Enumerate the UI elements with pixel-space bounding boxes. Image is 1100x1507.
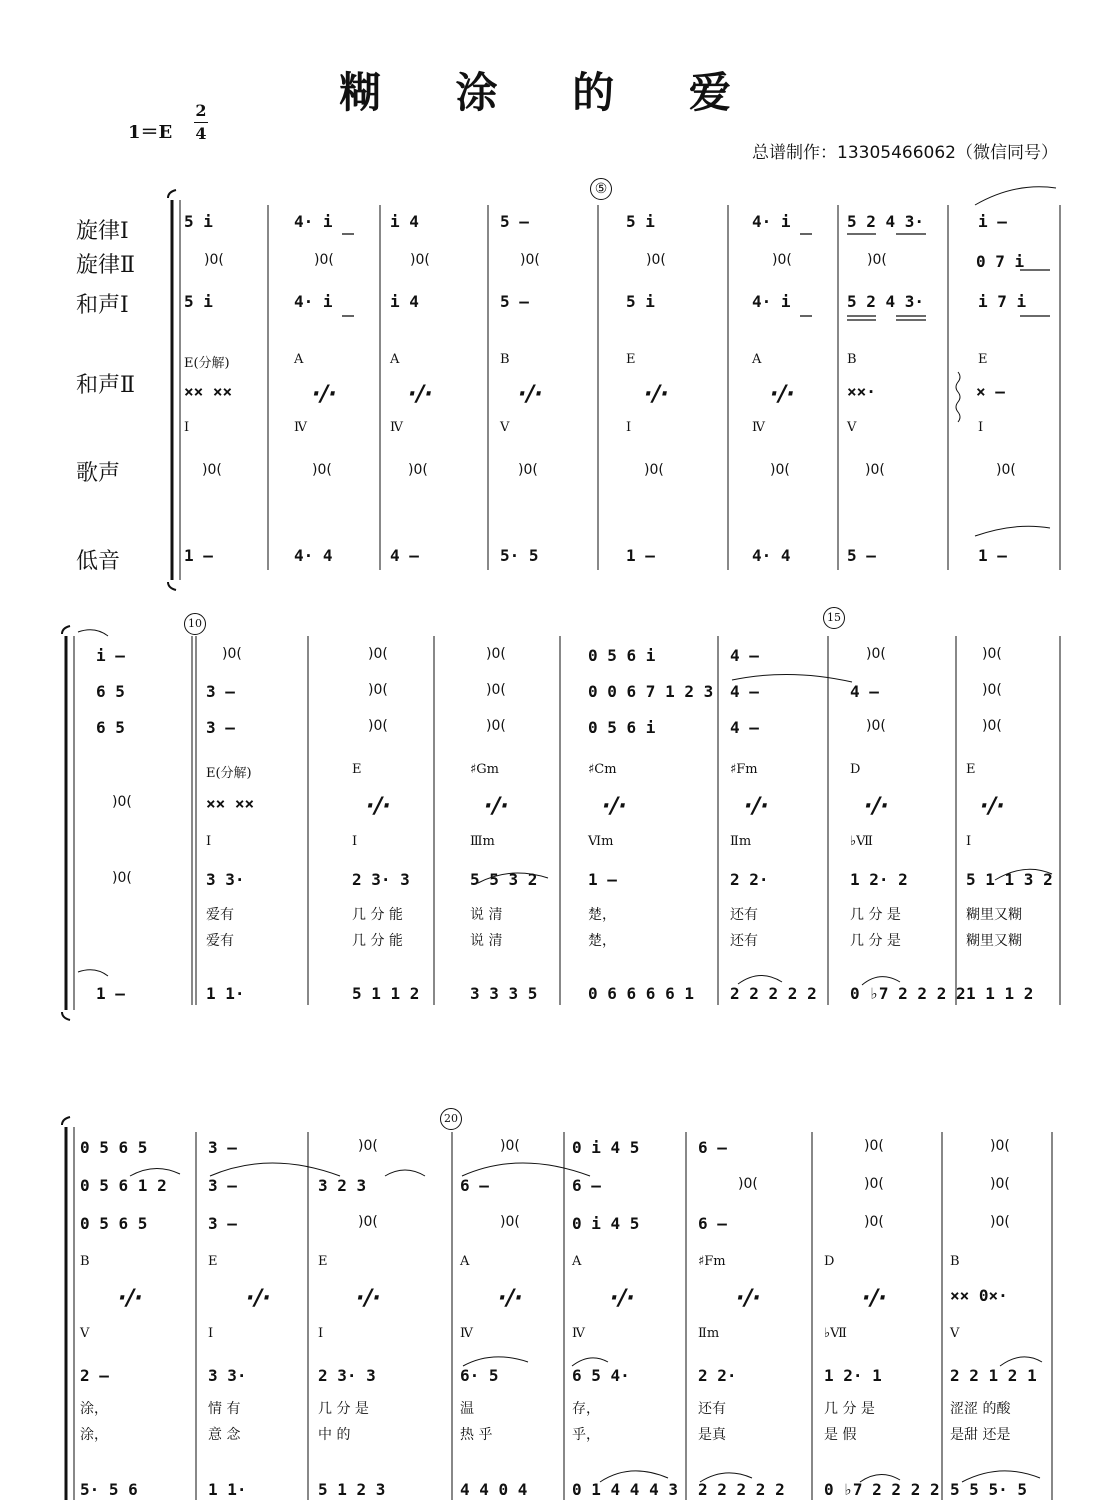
chord-symbol: ♯Gm <box>470 762 500 777</box>
simile-mark: ·/· <box>484 794 509 819</box>
harmony2-pattern: ×× ×× <box>184 382 233 401</box>
roman-numeral: Ⅴ <box>847 420 857 435</box>
melody1-note: 5 2 4 3· <box>847 212 925 231</box>
lyric-verse1: 爱有 <box>206 907 234 923</box>
melody1-note: 4· i <box>752 212 791 231</box>
chord-symbol: D <box>824 1254 835 1269</box>
simile-mark: ·/· <box>246 1286 271 1311</box>
melody1-note: i 4 <box>390 212 419 231</box>
melody1-rest: )0( <box>866 646 886 662</box>
roman-numeral: Ⅰ <box>352 834 358 849</box>
melody1-rest: )0( <box>990 1138 1010 1154</box>
simile-mark: ·/· <box>644 382 669 407</box>
lyric-verse2: 还有 <box>730 933 758 949</box>
simile-mark: ·/· <box>610 1286 635 1311</box>
melody1-note: 3 – <box>208 1138 237 1157</box>
roman-numeral: Ⅱm <box>730 834 752 849</box>
simile-mark: ·/· <box>498 1286 523 1311</box>
lyric-verse2: 乎， <box>572 1427 600 1443</box>
melody1-rest: )0( <box>486 646 506 662</box>
voice-note: 1 2· 2 <box>850 870 908 889</box>
bass-note: 3 3 3 5 <box>470 984 538 1003</box>
harmony1-note: i 7 i <box>978 292 1027 311</box>
harmony1-note: 5 2 4 3· <box>847 292 925 311</box>
bass-note: 0 1 4 4 4 3 <box>572 1480 678 1499</box>
chord-symbol: E <box>352 762 362 777</box>
harmony1-rest: )0( <box>982 718 1002 734</box>
chord-symbol: B <box>500 352 510 367</box>
harmony1-note: 4· i <box>294 292 333 311</box>
harmony1-note: 5 – <box>500 292 529 311</box>
melody1-note: 0 5 6 5 <box>80 1138 148 1157</box>
chord-symbol: ♯Fm <box>698 1254 726 1269</box>
melody2-rest: )0( <box>867 252 887 268</box>
voice-rest: )0( <box>865 462 885 478</box>
simile-mark: ·/· <box>980 794 1005 819</box>
melody1-note: 5 i <box>626 212 655 231</box>
roman-numeral: Ⅴ <box>80 1326 90 1341</box>
harmony1-note: 0 i 4 5 <box>572 1214 640 1233</box>
melody2-note: 4 – <box>850 682 879 701</box>
harmony1-note: 3 – <box>206 718 235 737</box>
lyric-verse2: 说 清 <box>470 933 503 949</box>
harmony2-pattern: ××· <box>847 382 876 401</box>
voice-note: 6 5 4· <box>572 1366 630 1385</box>
roman-numeral: Ⅰ <box>206 834 212 849</box>
voice-note: 3 3· <box>206 870 245 889</box>
rehearsal-mark: 15 <box>823 607 845 629</box>
chord-symbol: E <box>626 352 636 367</box>
harmony1-note: 6 5 <box>96 718 125 737</box>
chord-symbol: E <box>978 352 988 367</box>
roman-numeral: Ⅰ <box>626 420 632 435</box>
roman-numeral: Ⅰ <box>184 420 190 435</box>
rehearsal-mark: 10 <box>184 613 206 635</box>
lyric-verse1: 几 分 是 <box>318 1401 369 1417</box>
roman-numeral: Ⅰ <box>208 1326 214 1341</box>
roman-numeral: Ⅵm <box>588 834 614 849</box>
rehearsal-mark: ⑤ <box>590 178 612 200</box>
roman-numeral: Ⅳ <box>390 420 403 435</box>
melody1-rest: )0( <box>500 1138 520 1154</box>
harmony1-rest: )0( <box>358 1214 378 1230</box>
chord-symbol: A <box>460 1254 470 1269</box>
bass-note: 0 ♭7 2 2 2 2 <box>850 984 966 1003</box>
lyric-verse1: 糊里又糊 <box>966 907 1022 923</box>
meter-denominator: 4 <box>195 124 207 143</box>
simile-mark: ·/· <box>744 794 769 819</box>
melody2-rest: )0( <box>204 252 224 268</box>
melody2-rest: )0( <box>646 252 666 268</box>
bass-note: 5· 5 6 <box>80 1480 138 1499</box>
harmony1-note: 4· i <box>752 292 791 311</box>
voice-note: 2 3· 3 <box>318 1366 376 1385</box>
lyric-verse1: 说 清 <box>470 907 503 923</box>
voice-note: 1 2· 1 <box>824 1366 882 1385</box>
voice-rest: )0( <box>644 462 664 478</box>
chord-symbol: E <box>318 1254 328 1269</box>
voice-rest: )0( <box>408 462 428 478</box>
harmony1-rest: )0( <box>866 718 886 734</box>
harmony1-rest: )0( <box>368 718 388 734</box>
lyric-verse2: 楚， <box>588 933 616 949</box>
bass-note: 2 2 2 2 2 <box>698 1480 785 1499</box>
simile-mark: ·/· <box>770 382 795 407</box>
voice-note: 2 3· 3 <box>352 870 410 889</box>
melody2-rest: )0( <box>982 682 1002 698</box>
melody1-note: 5 – <box>500 212 529 231</box>
melody2-note: 3 – <box>206 682 235 701</box>
roman-numeral: Ⅳ <box>460 1326 473 1341</box>
simile-mark: ·/· <box>312 382 337 407</box>
melody1-rest: )0( <box>368 646 388 662</box>
harmony1-note: 0 5 6 i <box>588 718 656 737</box>
chord-symbol: A <box>572 1254 582 1269</box>
roman-numeral: Ⅳ <box>752 420 765 435</box>
lyric-verse1: 几 分 能 <box>352 907 403 923</box>
simile-mark: ·/· <box>356 1286 381 1311</box>
melody2-note: 6 5 <box>96 682 125 701</box>
chord-symbol: A <box>752 352 762 367</box>
roman-numeral: Ⅴ <box>500 420 510 435</box>
voice-note: 2 2 1 2 1 <box>950 1366 1037 1385</box>
simile-mark: ·/· <box>518 382 543 407</box>
chord-symbol: E <box>966 762 976 777</box>
roman-numeral: Ⅴ <box>950 1326 960 1341</box>
harmony1-note: i 4 <box>390 292 419 311</box>
harmony2-pattern: × – <box>976 382 1005 401</box>
lyric-verse2: 热 乎 <box>460 1427 493 1443</box>
simile-mark: ·/· <box>602 794 627 819</box>
chord-symbol: ♯Fm <box>730 762 758 777</box>
voice-note: 5 5 3 2 <box>470 870 538 889</box>
harmony1-rest: )0( <box>486 718 506 734</box>
bass-note: 1 1· <box>208 1480 247 1499</box>
melody2-rest: )0( <box>738 1176 758 1192</box>
melody1-note: 5 i <box>184 212 213 231</box>
melody1-note: 4· i <box>294 212 333 231</box>
melody1-rest: )0( <box>358 1138 378 1154</box>
voice-note: 3 3· <box>208 1366 247 1385</box>
melody2-rest: )0( <box>520 252 540 268</box>
melody2-rest: )0( <box>368 682 388 698</box>
voice-rest: )0( <box>312 462 332 478</box>
bass-note: 1 – <box>626 546 655 565</box>
harmony1-note: 6 – <box>698 1214 727 1233</box>
lyric-verse1: 涩涩 的酸 <box>950 1401 1011 1417</box>
voice-note: 5 1 1 3 2 <box>966 870 1053 889</box>
melody2-note: 6 – <box>572 1176 601 1195</box>
lyric-verse2: 几 分 能 <box>352 933 403 949</box>
bass-note: 5 5 5· 5 <box>950 1480 1028 1499</box>
melody1-note: 0 i 4 5 <box>572 1138 640 1157</box>
melody1-rest: )0( <box>982 646 1002 662</box>
lyric-verse1: 楚， <box>588 907 616 923</box>
melody1-rest: )0( <box>222 646 242 662</box>
bass-note: 1 – <box>184 546 213 565</box>
lyric-verse2: 几 分 是 <box>850 933 901 949</box>
roman-numeral: ♭Ⅶ <box>850 834 873 849</box>
voice-note: 2 – <box>80 1366 109 1385</box>
harmony1-rest: )0( <box>500 1214 520 1230</box>
lyric-verse1: 涂， <box>80 1401 108 1417</box>
melody2-note: 0 0 6 7 1 2 3 <box>588 682 714 701</box>
roman-numeral: Ⅱm <box>698 1326 720 1341</box>
roman-numeral: Ⅳ <box>572 1326 585 1341</box>
lyric-verse1: 还有 <box>698 1401 726 1417</box>
bass-note: 5· 5 <box>500 546 539 565</box>
chord-symbol: E(分解) <box>206 766 252 781</box>
harmony1-note: 0 5 6 5 <box>80 1214 148 1233</box>
chord-symbol: A <box>294 352 304 367</box>
voice-note: 1 – <box>588 870 617 889</box>
bass-note: 1 1 1 2 <box>966 984 1034 1003</box>
roman-numeral: ♭Ⅶ <box>824 1326 847 1341</box>
harmony1-note: 3 – <box>208 1214 237 1233</box>
melody1-rest: )0( <box>864 1138 884 1154</box>
voice-rest: )0( <box>112 870 132 886</box>
simile-mark: ·/· <box>118 1286 143 1311</box>
voice-note: 6· 5 <box>460 1366 499 1385</box>
simile-mark: ·/· <box>864 794 889 819</box>
bass-note: 4· 4 <box>752 546 791 565</box>
chord-symbol: B <box>950 1254 960 1269</box>
roman-numeral: Ⅰ <box>318 1326 324 1341</box>
bass-note: 4· 4 <box>294 546 333 565</box>
voice-rest: )0( <box>518 462 538 478</box>
voice-note: 2 2· <box>698 1366 737 1385</box>
lyric-verse1: 还有 <box>730 907 758 923</box>
melody2-note: 6 – <box>460 1176 489 1195</box>
part-label-harmony2: 和声Ⅱ <box>76 373 135 398</box>
melody2-rest: )0( <box>314 252 334 268</box>
voice-note: 2 2· <box>730 870 769 889</box>
harmony2-pattern: ×× ×× <box>206 794 255 813</box>
key-signature: 1＝E <box>128 122 173 143</box>
chord-symbol: B <box>80 1254 90 1269</box>
rehearsal-mark: 20 <box>440 1108 462 1130</box>
lyric-verse2: 是甜 还是 <box>950 1427 1011 1443</box>
melody1-note: 0 5 6 i <box>588 646 656 665</box>
bass-note: 5 – <box>847 546 876 565</box>
voice-rest: )0( <box>202 462 222 478</box>
voice-rest: )0( <box>770 462 790 478</box>
bass-note: 0 ♭7 2 2 2 2 <box>824 1480 940 1499</box>
melody2-note: 3 2 3 <box>318 1176 367 1195</box>
melody2-rest: )0( <box>772 252 792 268</box>
harmony2-rest: )0( <box>112 794 132 810</box>
bass-note: 0 6 6 6 6 1 <box>588 984 694 1003</box>
roman-numeral: Ⅰ <box>978 420 984 435</box>
harmony1-rest: )0( <box>864 1214 884 1230</box>
chord-symbol: E <box>208 1254 218 1269</box>
part-label-voice: 歌声 <box>76 461 121 486</box>
chord-symbol: ♯Cm <box>588 762 617 777</box>
score-credit: 总谱制作：13305466062（微信同号） <box>752 143 1058 163</box>
roman-numeral: Ⅳ <box>294 420 307 435</box>
melody2-note: 0 5 6 1 2 <box>80 1176 167 1195</box>
melody2-note: 4 – <box>730 682 759 701</box>
lyric-verse2: 涂， <box>80 1427 108 1443</box>
part-label-melody2: 旋律Ⅱ <box>76 253 135 278</box>
melody1-note: i – <box>96 646 125 665</box>
bass-note: 1 – <box>978 546 1007 565</box>
lyric-verse1: 温 <box>460 1401 474 1417</box>
roman-numeral: Ⅰ <box>966 834 972 849</box>
harmony1-note: 4 – <box>730 718 759 737</box>
melody2-rest: )0( <box>410 252 430 268</box>
lyric-verse2: 中 的 <box>318 1427 351 1443</box>
lyric-verse1: 几 分 是 <box>850 907 901 923</box>
page-title: 糊 涂 的 爱 <box>339 68 761 117</box>
bass-note: 4 4 0 4 <box>460 1480 528 1499</box>
melody2-note: 3 – <box>208 1176 237 1195</box>
melody1-note: i – <box>978 212 1007 231</box>
lyric-verse1: 情 有 <box>208 1401 241 1417</box>
part-label-harmony1: 和声Ⅰ <box>76 293 129 318</box>
melody2-rest: )0( <box>990 1176 1010 1192</box>
roman-numeral: Ⅲm <box>470 834 495 849</box>
bass-note: 1 – <box>96 984 125 1003</box>
lyric-verse1: 几 分 是 <box>824 1401 875 1417</box>
melody2-rest: )0( <box>486 682 506 698</box>
lyric-verse2: 糊里又糊 <box>966 933 1022 949</box>
lyric-verse2: 是 假 <box>824 1427 857 1443</box>
melody1-note: 6 – <box>698 1138 727 1157</box>
harmony1-note: 5 i <box>626 292 655 311</box>
voice-rest: )0( <box>996 462 1016 478</box>
chord-symbol: E(分解) <box>184 356 230 371</box>
simile-mark: ·/· <box>862 1286 887 1311</box>
meter-numerator: 2 <box>195 101 207 120</box>
harmony1-rest: )0( <box>990 1214 1010 1230</box>
melody2-rest: )0( <box>864 1176 884 1192</box>
melody1-note: 4 – <box>730 646 759 665</box>
bass-note: 4 – <box>390 546 419 565</box>
lyric-verse1: 存， <box>572 1401 600 1417</box>
harmony2-pattern: ×× 0×· <box>950 1286 1008 1305</box>
bass-note: 1 1· <box>206 984 245 1003</box>
part-label-melody1: 旋律Ⅰ <box>76 219 129 244</box>
lyric-verse2: 意 念 <box>208 1427 241 1443</box>
bass-note: 2 2 2 2 2 <box>730 984 817 1003</box>
lyric-verse2: 爱有 <box>206 933 234 949</box>
chord-symbol: A <box>390 352 400 367</box>
bass-note: 5 1 2 3 <box>318 1480 386 1499</box>
chord-symbol: B <box>847 352 857 367</box>
simile-mark: ·/· <box>408 382 433 407</box>
harmony1-note: 5 i <box>184 292 213 311</box>
chord-symbol: D <box>850 762 861 777</box>
lyric-verse2: 是真 <box>698 1427 726 1443</box>
part-label-bass: 低音 <box>76 549 121 574</box>
bass-note: 5 1 1 2 <box>352 984 420 1003</box>
simile-mark: ·/· <box>736 1286 761 1311</box>
simile-mark: ·/· <box>366 794 391 819</box>
melody2-note: 0 7 i <box>976 252 1025 271</box>
